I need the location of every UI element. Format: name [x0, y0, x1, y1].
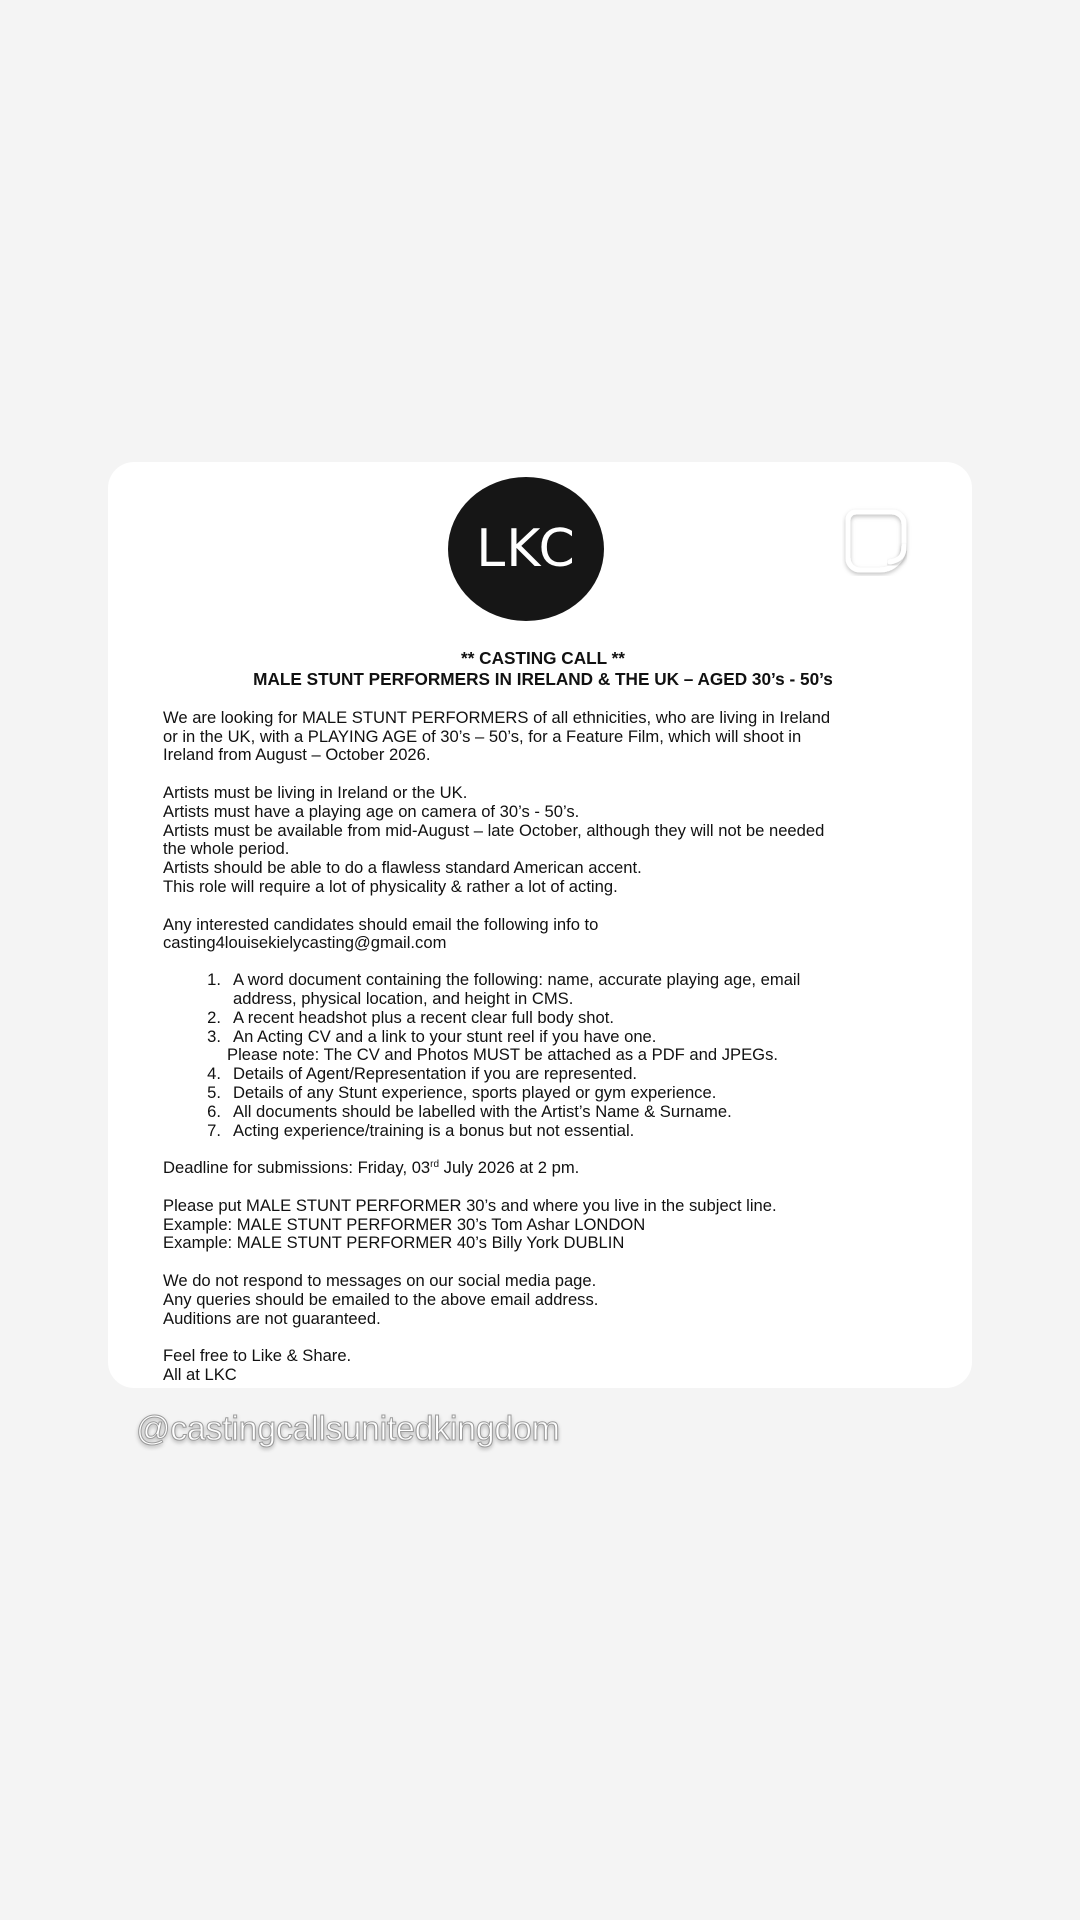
intro-paragraph: [163, 709, 923, 765]
logo-text: LKC: [476, 519, 576, 579]
list-number: 6.: [207, 1101, 221, 1121]
list-number: 5.: [207, 1082, 221, 1102]
intro-line: or in the UK, with a PLAYING AGE of 30’s – 50’s, for a Feature Film, which will shoot in: [163, 726, 802, 746]
heading-line-2: MALE STUNT PERFORMERS IN IRELAND & THE UK – AGED 30’s - 50’s: [253, 669, 833, 689]
list-number: 2.: [207, 1007, 221, 1027]
deadline: [163, 1159, 923, 1178]
list-item-text: A word document containing the following: name, accurate playing age, email: [233, 970, 801, 990]
list-item: [163, 1009, 923, 1028]
notice-line: Auditions are not guaranteed.: [163, 1308, 381, 1328]
signoff-line: Feel free to Like & Share.: [163, 1346, 352, 1366]
intro-line: We are looking for MALE STUNT PERFORMERS of all ethnicities, who are living in Ireland: [163, 707, 831, 727]
deadline-ordinal: rd: [430, 1159, 440, 1171]
list-item-text: All documents should be labelled with the Artist’s Name & Surname.: [233, 1101, 732, 1121]
casting-call-text: [163, 648, 923, 1385]
email-intro: Any interested candidates should email the following info to: [163, 914, 599, 934]
notice-line: Any queries should be emailed to the above email address.: [163, 1289, 599, 1309]
list-item: [163, 1028, 923, 1047]
requirement-line: Artists must be available from mid-August – late October, although they will not be needed: [163, 820, 825, 840]
list-item: [163, 1065, 923, 1084]
signoff-paragraph: [163, 1347, 923, 1385]
email-paragraph: [163, 916, 923, 954]
list-item: [163, 1122, 923, 1141]
list-item: [163, 1103, 923, 1122]
list-item-text: A recent headshot plus a recent clear full body shot.: [233, 1007, 614, 1027]
list-item-text: Acting experience/training is a bonus but not essential.: [233, 1120, 635, 1140]
requirement-line: Artists must be living in Ireland or the UK.: [163, 782, 468, 802]
list-item-text: address, physical location, and height in CMS.: [233, 988, 574, 1008]
subject-line: Please put MALE STUNT PERFORMER 30’s and where you live in the subject line.: [163, 1195, 777, 1215]
submission-list: [163, 971, 923, 1140]
requirement-line: the whole period.: [163, 839, 290, 859]
signoff-line: All at LKC: [163, 1364, 237, 1384]
notice-line: We do not respond to messages on our social media page.: [163, 1270, 597, 1290]
list-note: Please note: The CV and Photos MUST be attached as a PDF and JPEGs.: [227, 1045, 778, 1065]
intro-line: Ireland from August – October 2026.: [163, 745, 431, 765]
lkc-logo: [448, 477, 604, 621]
subject-example: Example: MALE STUNT PERFORMER 40’s Billy York DUBLIN: [163, 1233, 625, 1253]
email-address[interactable]: casting4louisekielycasting@gmail.com: [163, 933, 447, 953]
notices-paragraph: [163, 1272, 923, 1328]
list-item-text: Details of any Stunt experience, sports played or gym experience.: [233, 1082, 717, 1102]
account-handle-text[interactable]: @castingcallsunitedkingdom: [136, 1410, 560, 1448]
requirement-line: This role will require a lot of physicality & rather a lot of acting.: [163, 876, 618, 896]
deadline-text: Deadline for submissions: Friday, 03: [163, 1158, 431, 1178]
requirement-line: Artists should be able to do a flawless standard American accent.: [163, 858, 642, 878]
subject-paragraph: [163, 1197, 923, 1253]
heading: [163, 648, 923, 690]
list-item: [163, 971, 923, 1009]
sticker-icon[interactable]: [842, 506, 912, 576]
list-number: 3.: [207, 1026, 221, 1046]
list-item-text: Details of Agent/Representation if you are represented.: [233, 1064, 638, 1084]
list-item-text: An Acting CV and a link to your stunt reel if you have one.: [233, 1026, 657, 1046]
post-card[interactable]: [108, 462, 972, 1388]
list-number: 1.: [207, 970, 221, 990]
deadline-text-end: July 2026 at 2 pm.: [439, 1158, 580, 1178]
requirement-line: Artists must have a playing age on camera of 30’s - 50’s.: [163, 801, 580, 821]
list-item: [163, 1084, 923, 1103]
list-number: 4.: [207, 1064, 221, 1084]
subject-example: Example: MALE STUNT PERFORMER 30’s Tom Ashar LONDON: [163, 1214, 646, 1234]
requirements-paragraph: [163, 784, 923, 897]
heading-line-1: ** CASTING CALL **: [461, 648, 625, 668]
list-number: 7.: [207, 1120, 221, 1140]
